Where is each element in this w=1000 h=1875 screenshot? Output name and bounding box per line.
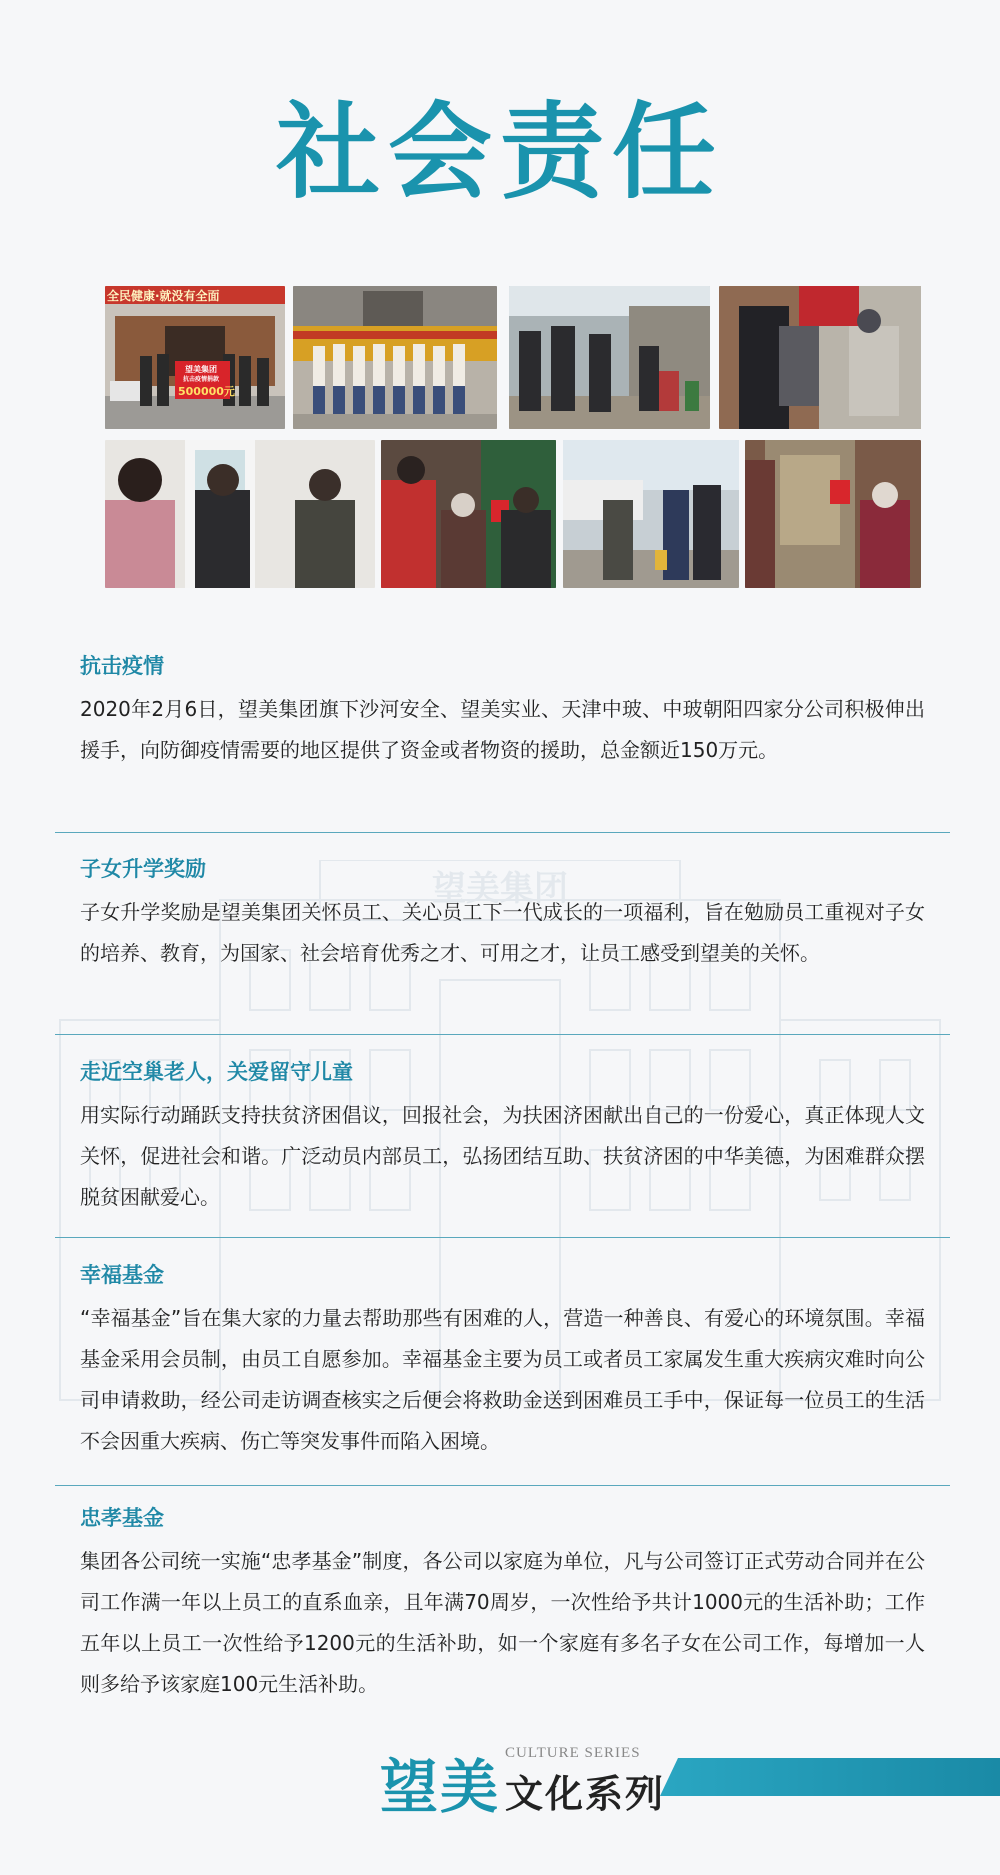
photo-donation-ceremony: [105, 286, 285, 429]
series-chinese-label: 文化系列: [505, 1771, 666, 1816]
section-body: “幸福基金”旨在集大家的力量去帮助那些有困难的人，营造一种善良、有爱心的环境氛围。幸福基金采用会员制，由员工自愿参加。幸福基金主要为员工或者员工家属发生重大疾病灾难时向公司申请救助，经公司走访调查核实之后便会将救助金送到困难员工手中，保证每一位员工的生活不会因重大疾病、伤亡等突发事件而陷入困境。: [80, 1306, 925, 1454]
section-body: 集团各公司统一实施“忠孝基金”制度，各公司以家庭为单位，凡与公司签订正式劳动合同并在公司工作满一年以上员工的直系血亲，且年满70周岁，一次性给予共计1000元的生活补助；工作五年以上员工一次性给予1200元的生活补助，如一个家庭有多名子女在公司工作，每增加一人则多给予该家庭100元生活补助。: [80, 1549, 925, 1697]
section-education-award: [80, 857, 925, 974]
section-divider: [55, 1485, 950, 1486]
section-title: 子女升学奖励: [80, 857, 206, 881]
photo-elder-visit: [719, 286, 921, 429]
section-body: 子女升学奖励是望美集团关怀员工、关心员工下一代成长的一项福利，旨在勉励员工重视对子女的培养、教育，为国家、社会培育优秀之才、可用之才，让员工感受到望美的关怀。: [80, 900, 925, 966]
section-happiness-fund: [80, 1263, 925, 1462]
watermark-text: 望美集团: [432, 869, 568, 909]
photo-elder-with-couplets: [381, 440, 556, 588]
photo-gift-handover: [105, 440, 375, 588]
photo-outdoor-delivery: [563, 440, 739, 588]
brand-logo: 望美: [380, 1753, 501, 1821]
section-elderly-children-care: [80, 1060, 925, 1218]
donation-sign-amount: 500000元: [178, 385, 235, 398]
section-title: 抗击疫情: [80, 654, 164, 678]
section-title: 幸福基金: [80, 1263, 164, 1287]
section-body: 2020年2月6日，望美集团旗下沙河安全、望美实业、天津中玻、中玻朝阳四家分公司积极伸出援手，向防御疫情需要的地区提供了资金或者物资的援助，总金额近150万元。: [80, 697, 925, 763]
photo-village-visit: [509, 286, 710, 429]
page-title: 社会责任: [275, 91, 724, 213]
section-title: 忠孝基金: [80, 1506, 164, 1530]
donation-sign-line2: 抗击疫情捐款: [183, 376, 220, 383]
photo-banner-text: 全民健康·就没有全面: [107, 289, 220, 303]
section-divider: [55, 1034, 950, 1035]
section-filial-fund: [80, 1506, 925, 1705]
section-body: 用实际行动踊跃支持扶贫济困倡议，回报社会，为扶困济困献出自己的一份爱心，真正体现人文关怀，促进社会和谐。广泛动员内部员工，弘扬团结互助、扶贫济困的中华美德，为困难群众摆脱贫困献爱心。: [80, 1103, 925, 1210]
photo-group-flowers: [293, 286, 497, 429]
donation-sign-line1: 望美集团: [185, 365, 217, 374]
photo-doorway-visit: [745, 440, 921, 588]
series-english-label: CULTURE SERIES: [505, 1745, 641, 1761]
section-divider: [55, 832, 950, 833]
section-title: 走近空巢老人，关爱留守儿童: [80, 1060, 353, 1084]
footer-accent-bar: [660, 1758, 1000, 1796]
section-anti-epidemic: [80, 654, 925, 771]
section-divider: [55, 1237, 950, 1238]
